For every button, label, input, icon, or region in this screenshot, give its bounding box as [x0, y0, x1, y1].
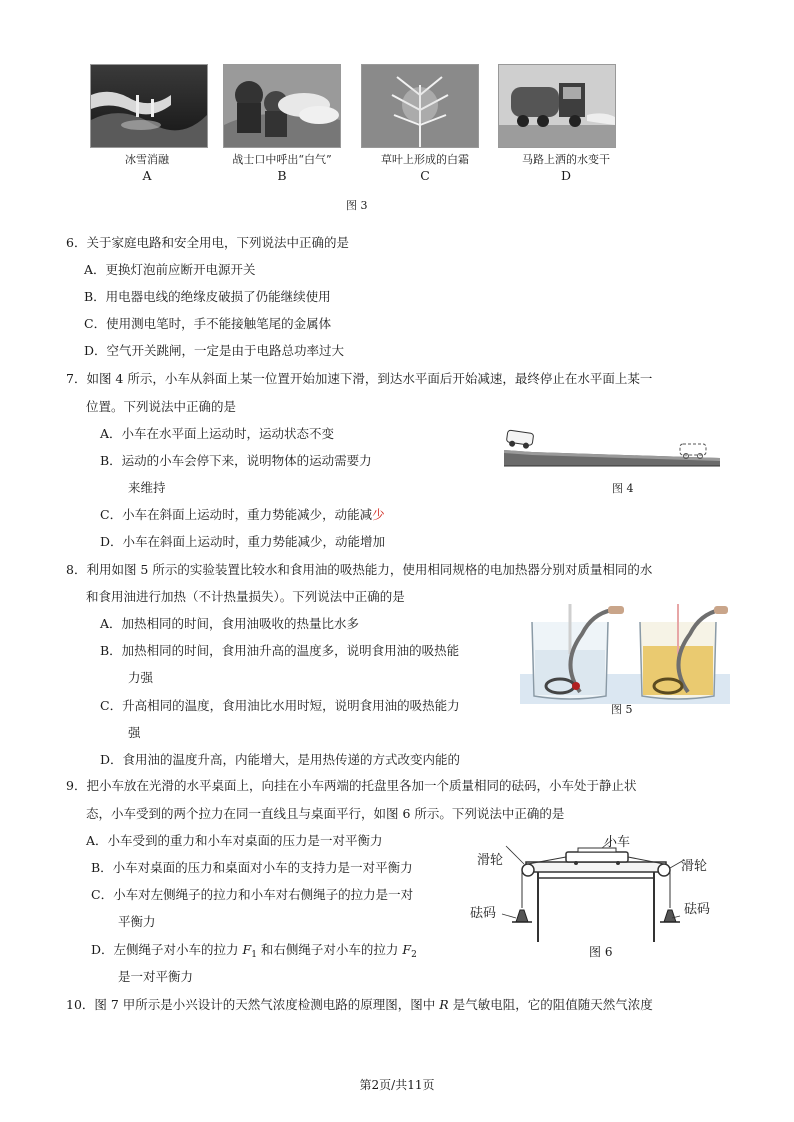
q10-stem-text-2: 是气敏电阻，它的阻值随天然气浓度: [452, 997, 653, 1012]
photo-caption-a: 冰雪消融: [125, 153, 169, 166]
photo-letter-b: B: [277, 168, 287, 183]
figure-6-diagram: [466, 830, 722, 949]
label-car: 小车: [604, 835, 631, 850]
label-pulley-left: 滑轮: [477, 853, 504, 868]
cart-on-slope: [506, 430, 534, 449]
q10-stem: [66, 995, 653, 1013]
photo-caption-d: 马路上洒的水变干: [522, 153, 610, 166]
q7-stem-line1: 7．如图 4 所示，小车从斜面上某一位置开始加速下滑，到达水平面后开始减速，最终停止在水平面上某一: [66, 371, 653, 386]
figure-5-caption: 图 5: [611, 703, 633, 716]
q10-stem-text-1: 10．图 7 甲所示是小兴设计的天然气浓度检测电路的原理图，图中: [66, 997, 436, 1012]
q9-option-d-text-1: D．左侧绳子对小车的拉力: [91, 942, 239, 957]
q7-option-c: [100, 505, 385, 523]
q6-stem: 6．关于家庭电路和安全用电，下列说法中正确的是: [66, 235, 349, 250]
photo-frost-on-grass: [361, 64, 479, 148]
q9-option-c-line2: 平衡力: [118, 914, 156, 929]
q6-option-c: C．使用测电笔时，手不能接触笔尾的金属体: [84, 316, 332, 331]
page-number: 第2页/共11页: [359, 1078, 435, 1092]
photo-letter-d: D: [560, 168, 572, 183]
q9-option-d-line1: [91, 940, 417, 960]
q7-option-a: A．小车在水平面上运动时，运动状态不变: [100, 426, 335, 441]
q8-stem-line2: 和食用油进行加热（不计热量损失）。下列说法中正确的是: [86, 589, 405, 604]
cart-final-position: [680, 444, 706, 459]
figure-4-incline: [502, 422, 722, 475]
q7-option-c-red-char: 少: [372, 507, 385, 522]
q7-stem-line2: 位置。下列说法中正确的是: [86, 399, 237, 414]
q9-option-a: A．小车受到的重力和小车对桌面的压力是一对平衡力: [86, 833, 383, 848]
q9-stem-line2: 态，小车受到的两个拉力在同一直线且与桌面平行，如图 6 所示。下列说法中正确的是: [86, 806, 565, 821]
figure-4-caption: 图 4: [612, 482, 634, 495]
label-weight-right: 砝码: [684, 902, 711, 917]
figure-5-beakers: [520, 604, 730, 707]
q7-option-d: D．小车在斜面上运动时，重力势能减少，动能增加: [100, 534, 386, 549]
photo-caption-b: 战士口中呼出“白气”: [232, 153, 332, 166]
oil-beaker: [640, 604, 728, 699]
q8-option-b-line1: B．加热相同的时间，食用油升高的温度多，说明食用油的吸热能: [100, 643, 460, 658]
q7-option-b-line1: B．运动的小车会停下来，说明物体的运动需要力: [100, 453, 372, 468]
q6-option-b: B．用电器电线的绝缘皮破损了仍能继续使用: [84, 289, 331, 304]
photo-soldier-breath: [223, 64, 341, 148]
q9-option-d-f1: F: [242, 942, 252, 957]
q9-option-d-sub1: 1: [251, 950, 257, 960]
q9-option-d-sub2: 2: [411, 950, 417, 960]
photo-letter-a: A: [142, 168, 152, 183]
figure-6-caption: 图 6: [589, 945, 613, 959]
q10-stem-r: R: [439, 997, 449, 1012]
q8-option-d: D．食用油的温度升高，内能增大，是用热传递的方式改变内能的: [100, 752, 461, 767]
q9-option-d-line2: 是一对平衡力: [118, 969, 194, 984]
photo-ice-melting: [90, 64, 208, 148]
q7-option-b-line2: 来维持: [128, 480, 166, 495]
q9-option-b: B．小车对桌面的压力和桌面对小车的支持力是一对平衡力: [91, 860, 413, 875]
q6-option-d: D．空气开关跳闸，一定是由于电路总功率过大: [84, 343, 345, 358]
q7-option-c-text: C．小车在斜面上运动时，重力势能减少，动能减: [100, 507, 373, 522]
q9-option-c-line1: C．小车对左侧绳子的拉力和小车对右侧绳子的拉力是一对: [91, 887, 414, 902]
q9-stem-line1: 9．把小车放在光滑的水平桌面上，向挂在小车两端的托盘里各加一个质量相同的砝码，小车处于静止状: [66, 778, 637, 793]
q9-option-d-f2: F: [402, 942, 412, 957]
q6-option-a: A．更换灯泡前应断开电源开关: [84, 262, 256, 277]
photo-letter-c: C: [420, 168, 430, 183]
q8-option-b-line2: 力强: [128, 670, 154, 685]
q8-stem-line1: 8．利用如图 5 所示的实验装置比较水和食用油的吸热能力，使用相同规格的电加热器分别对质量相同的水: [66, 562, 653, 577]
photo-caption-c: 草叶上形成的白霜: [381, 153, 469, 166]
q8-option-a: A．加热相同的时间，食用油吸收的热量比水多: [100, 616, 360, 631]
figure-3-caption: 图 3: [346, 199, 368, 212]
photo-sprinkler-truck: [498, 64, 616, 148]
label-pulley-right: 滑轮: [681, 859, 708, 874]
q8-option-c-line1: C．升高相同的温度，食用油比水用时短，说明食用油的吸热能力: [100, 698, 460, 713]
label-weight-left: 砝码: [470, 906, 497, 921]
q9-option-d-text-2: 和右侧绳子对小车的拉力: [260, 942, 399, 957]
q8-option-c-line2: 强: [128, 725, 141, 740]
